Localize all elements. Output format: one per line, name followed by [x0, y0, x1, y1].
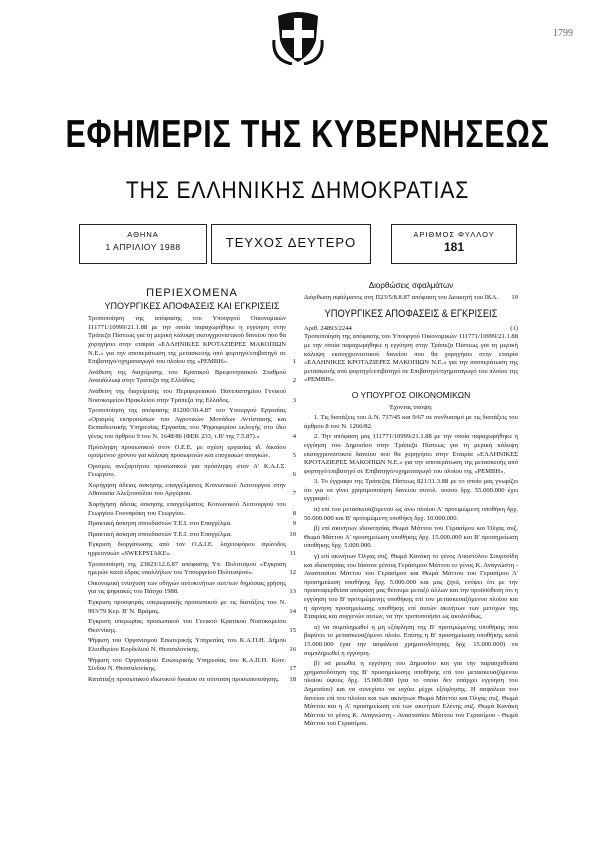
contents-item-page: 3 — [292, 396, 296, 404]
contents-item-page: 13 — [289, 588, 296, 596]
contents-item[interactable] — [88, 407, 296, 441]
contents-heading: ΠΕΡΙΕΧΟΜΕΝΑ — [146, 287, 238, 299]
contents-item[interactable] — [88, 599, 296, 616]
contents-item-text: Πρακτική άσκηση σπουδαστών Τ.Ε.Ι. στο Επαγγέλμα. — [88, 520, 232, 528]
contents-item[interactable] — [88, 541, 296, 558]
contents-item[interactable] — [88, 520, 296, 529]
contents-section-heading: ΥΠΟΥΡΓΙΚΕΣ ΑΠΟΦΑΣΕΙΣ ΚΑΙ ΕΓΚΡΙΣΕΙΣ — [104, 300, 280, 311]
decision-paragraph: γ) επί ακινήτων Όλγας συζ. Θωμά Κανάκη το γένος Αποστόλου Σουρτσίδη και ιδιοκτησίας του Ιάσονα γένους Γεράσιμου Μάττου το γένος Κ. Αναγνώστη - Αναστασίου Μάττου του Γερασίμου και Θωμά Μάττου του Γερασίμου Α' προσημείωση υποθήκης δρχ. 5.000.000 και μας ζητά, ενόψει ότι με την προαναφερθείσα απόφαση μας θέτουμε μεταξύ άλλων και την προϋπόθεση ότι η εγγύηση του Β' προτιμώμενης υποθήκης επί του μετασκευαζόμενου πλοίου και η άρνηση προσημείωσης υποθήκης επί αυτών ακινήτων των μετόχων της Εταιρίας και συγγενών αυτών, να την τροποποιήσει ως ακολούθως. — [304, 553, 518, 621]
contents-item-text: Ψήφιση του Οργανισμού Εσωτερικής Υπηρεσίας του Κ.Α.Π.Η. Δήμου Ελευθερίου Κορδελιού Ν. Θεσσαλονίκης. — [88, 637, 286, 653]
issue-city: ΑΘΗΝΑ — [127, 230, 159, 239]
minister-heading: Ο ΥΠΟΥΡΓΟΣ ΟΙΚΟΝΟΜΙΚΩΝ — [351, 389, 471, 400]
decision-column — [304, 282, 518, 731]
decision-paragraph: 2. Την απόφαση μας 111771/10999/21.1.88 με την οποία παραχωρήθηκε η εγγύηση του Δημοσίου στην Τράπεζα Πίστεως για τη μερική κάλυψη εκσυγχρονιστικού δανείου που θα χορηγήσει στην Εταιρία «ΕΛΛΗΝΙΚΕΣ ΚΡΟΤΑΖΙΕΡΕΣ ΜΑΚΟΠΙΩΝ Ν.Ε.» για την αποπεράτωση της μετασκευής από φορτηγό/επιβατηγό σε Επιβατηγό/οχηματαγωγό του πλοίου της «ΡΕΜΒΗ». — [304, 433, 518, 475]
contents-item[interactable] — [88, 482, 296, 499]
contents-item-page: 16 — [289, 645, 296, 653]
contents-item[interactable] — [88, 676, 296, 685]
issue-date-box — [79, 224, 207, 264]
contents-item-text: Ορισμός ανεξαρτήτου προσωπικού για πρόσληψη στον Α' Κ.Α.Ι.Σ. Γεωργίου. — [88, 462, 286, 479]
contents-item-page: 6 — [292, 471, 296, 479]
contents-item[interactable] — [88, 637, 296, 654]
contents-item[interactable] — [88, 444, 296, 461]
decision-paragraph: 1. Τις διατάξεις του Α.Ν. 737/45 και 9/67 σε συνδυασμό με τις διατάξεις του άρθρου 8 του Ν. 1266/82. — [304, 414, 518, 430]
contents-item-text: Πρόσληψη προσωπικού στον Ο.Ε.Ε. με σχέση εργασίας ιδ. δικαίου ορισμένου χρόνου για κάλυψη προσωρινών και εποχιακών αναγκών. — [88, 443, 286, 460]
decision-number-row — [304, 325, 518, 334]
sheet-number-box — [391, 224, 517, 264]
contents-item[interactable] — [88, 580, 296, 597]
issue-series-box — [211, 224, 371, 264]
contents-item[interactable] — [88, 388, 296, 405]
contents-item-text: Τροποποίηση της 23823/12.6.87 απόφασης Υπ. Πολιτισμού «Έγκριση ημερών κατά έδρας υπαλλήλων του Υπουργείου Πολιτισμού». — [88, 560, 286, 577]
contents-item-text: Κατάταξη προσωπικού ιδιωτικού δικαίου σε σύσταση προσωποποίησης. — [88, 675, 280, 683]
contents-item-page: 12 — [289, 569, 296, 577]
contents-item[interactable] — [88, 531, 296, 540]
decision-paragraph: β) να μειωθεί η εγγύηση του Δημοσίου και για την παρασχεθείσα χρηματοδότηση της Β' προσημείωσης υποθήκης επί του μετασκευαζόμενου πλοίου ύψους δρχ. 15.000.000 (για το οποίο δεν υπάρχει εγγύηση του Δημοσίου) και να συνεχίσει να ισχύει μέχρι εξόφλησης. Η ασφάλεια του δανείου επί του πλοίου και των ακινήτων Θωμά Μάττου και Όλγας συζ. Θωμά Μάττου και η Α' προσημείωση επί των ακινήτων Ελένης συζ. Θωμά Κανάκη Μάττου το γένος Κ. Αναγνώστη - Αναστασίου Μάττου του Γερασίμου - Θωμά Μάττου του Γερασίμου. — [304, 660, 518, 728]
page-number: 1799 — [553, 28, 573, 39]
contents-item-text: Χορήγηση άδειας άσκησης επαγγέλματος Κοινωνικού Λειτουργού στην Αθανασία Αλεξοπούλου του Αργύριου. — [88, 481, 286, 498]
contents-item-page: 15 — [289, 626, 296, 634]
coat-of-arms-emblem — [272, 10, 324, 65]
decision-paragraph: 3. Το έγγραφο της Τράπεζας Πίστεως 821/11.3.88 με το οποίο μας γνωρίζει ότι για να γίνει χρησιμοποίηση δανείου συνολ. ποσού δρχ. 55.000.000 έχει εγγραφεί: — [304, 478, 518, 503]
gazette-title: ΕΦΗΜΕΡΙΣ ΤΗΣ ΚΥΒΕΡΝΗΣΕΩΣ — [65, 113, 550, 156]
contents-item-text: Οικονομική ενίσχυση των οδηγών αυτοκινήτων αυτ/των δημόσιας χρήσης για τις ψηφιακές του Πάσχα 1988. — [88, 579, 286, 596]
contents-item[interactable] — [88, 369, 296, 386]
decision-paragraph: α) να συμπληρωθεί η μη εξόφληση της Β' προτιμώμενης υποθήκης που βαρύνει το μετασκευαζόμενο πλοίο. Επίσης η Β' προσημείωση υποθήκης κατά 15.000.000 (για την ασφάλεια χρηματοδότησης δρχ. 15.000.000) να συμπληρωθεί η εγγύηση. — [304, 623, 518, 657]
issue-series: ΤΕΥΧΟΣ ΔΕΥΤΕΡΟ — [225, 235, 357, 250]
contents-item-text: Χορήγηση άδειας άσκησης επαγγέλματος Κοινωνικού Λειτουργού του Γεωργίου Γουναράκη του Γεωργίου. — [88, 501, 286, 517]
decisions-heading: ΥΠΟΥΡΓΙΚΕΣ ΑΠΟΦΑΣΕΙΣ & ΕΓΚΡΙΣΕΙΣ — [324, 308, 498, 321]
contents-item-text: Έγκριση διοργάνωσης από τον Ο.Δ.Ι.Ε. λαχειοφόρου αγώνιδος ηρρεονικών «SWEEPSTAKE». — [88, 541, 286, 558]
sheet-number-label: ΑΡΙΘΜΟΣ ΦΥΛΛΟΥ — [413, 230, 495, 239]
sheet-number: 181 — [443, 240, 465, 254]
correction-item[interactable] — [304, 294, 518, 303]
issue-date: 1 ΑΠΡΙΛΙΟΥ 1988 — [105, 242, 181, 252]
decision-paragraph: α) επί του μετασκευαζόμενου ως άνω πλοίου Α' προτιμώμενη υποθήκη δρχ. 50.000.000 και Β' προτιμώμενη υποθήκη δρχ. 10.000.000. — [304, 506, 518, 522]
contents-item-page: 2 — [292, 377, 296, 385]
contents-item-page: 10 — [289, 530, 296, 538]
decision-summary: Τροποποίηση της απόφασης του Υπουργού Οικονομικών 111771/10999/21.1.88 με την οποία παραχωρήθηκε η εγγύηση στην Τράπεζα Πίστεως για τη μερική κάλυψη εκσυγχρονιστικού δανείου που θα χορηγήσει στην εταιρία «ΕΛΛΗΝΙΚΕΣ ΚΡΟΤΑΖΙΕΡΕΣ ΜΑΚΟΠΙΩΝ Ν.Ε.» για την αποπεράτωση της μετασκευής από φορτηγό/επιβατηγό σε Επιβατηγό/οχηματαγωγό του πλοίου της «ΡΕΜΒΗ». — [304, 333, 518, 384]
decision-index: (1) — [510, 324, 518, 332]
contents-item-page: 7 — [292, 490, 296, 498]
contents-item-page: 18 — [289, 675, 296, 683]
contents-item[interactable] — [88, 501, 296, 518]
decision-number: Αριθ. 24893/2244 — [304, 324, 352, 332]
contents-item[interactable] — [88, 315, 296, 367]
contents-item-page: 9 — [292, 520, 296, 528]
contents-item-text: Πρακτική άσκηση σπουδαστών Τ.Ε.Ι. στο Επαγγέλμα. — [88, 530, 232, 538]
gazette-subtitle: ΤΗΣ ΕΛΛΗΝΙΚΗΣ ΔΗΜΟΚΡΑΤΙΑΣ — [125, 177, 470, 204]
contents-item-page: 1 — [292, 358, 296, 366]
contents-item-page: 11 — [289, 550, 296, 558]
contents-item-text: Ανάθεση της διαχείρισης του Κρατικού Βρεφονηπιακού Σταθμού Αναυάλλωψ στην Τράπεζα της Ελλάδος. — [88, 368, 286, 385]
contents-item-text: Ανάθεση της διαχείρισης του Περιφερειακού Πανεπιστημίου Γενικού Νοσοκομείου Ηρακλείου στην Τράπεζα της Ελλάδος. — [88, 387, 286, 404]
contents-item-text: Τροποποίηση της απόφασης 81200/30.4.87 του Υπουργού Εργασίας «Ορισμός εκπροσώπων του Αγροτικών Μονάδων Αντίστασης και Εκπαιδευτικής Υπηρεσίας Εργασίας του Ψηφοφορίου εκλογής στο ίδιο γένος του άρθρου 9 του Ν. 1648/86 (ΦΕΚ 233, τ.Β' της 7.5.87).» — [88, 407, 286, 440]
contents-item[interactable] — [88, 561, 296, 578]
contents-item-page: 14 — [289, 607, 296, 615]
correction-text: Διόρθωση σφάλματος στη Π23/5/8.8.87 απόφαση του Διοικητή του ΙΚΑ. — [304, 293, 499, 301]
contents-item-text: Ψήφιση του Οργανισμού Εσωτερικής Υπηρεσίας του Κ.Α.Π.Η. Κοιν. Σίνδου Ν. Θεσσαλονίκης. — [88, 656, 286, 673]
contents-list — [88, 315, 296, 684]
contents-item-page: 5 — [292, 452, 296, 460]
decision-paragraphs — [304, 414, 518, 729]
correction-page: 19 — [511, 293, 518, 301]
contents-item-text: Τροποποίηση της απόφασης του Υπουργού Οικονομικών 111771/10999/21.1.88 με την οποία παραχωρήθηκε η εγγύηση στην Τράπεζα Πίστεως για τη μερική κάλυψη εκσυγχρονιστικού δανείου που θα χορηγήσει στην εταιρία «ΕΛΛΗΝΙΚΕΣ ΚΡΟΤΑΖΙΕΡΕΣ ΜΑΚΟΠΙΩΝ Ν.Ε.» για την αποπεράτωση της μετασκευής από φορτηγό/επιβατηγό σε Επιβατηγό/οχηματαγωγό του πλοίου της «ΡΕΜΒΗ». — [88, 315, 286, 366]
decision-paragraph: β) επί ακινήτων ιδιοκτησίας Θωμά Μάττου του Γερασίμου και Όλγας συζ. Θωμά Μάττου Α' προσημείωση υποθήκης δρχ. 15.000.000 και Β' προσημείωση υποθήκης δρχ. 5.000.000. — [304, 525, 518, 550]
contents-item-page: 17 — [289, 665, 296, 673]
contents-item-text: Έγκριση υπερωρίας προσωπικού του Γενικού Κρατικού Νοσοκομείου Θεσ/νίκης. — [88, 618, 286, 634]
having-regard: Έχοντας υπόψη: — [389, 403, 433, 411]
contents-item-text: Έγκριση προσφοράς υπερωριακής προσωπικού με τις διατάξεις του Ν. 993/79 Κερ. Β' Ν. Βράμας. — [88, 599, 286, 615]
contents-column — [88, 289, 296, 686]
contents-item-page: 8 — [292, 509, 296, 517]
contents-item[interactable] — [88, 618, 296, 635]
contents-item-page: 4 — [292, 432, 296, 440]
contents-item[interactable] — [88, 463, 296, 480]
contents-item[interactable] — [88, 657, 296, 674]
corrections-heading: Διορθώσεις σφαλμάτων — [368, 281, 454, 290]
